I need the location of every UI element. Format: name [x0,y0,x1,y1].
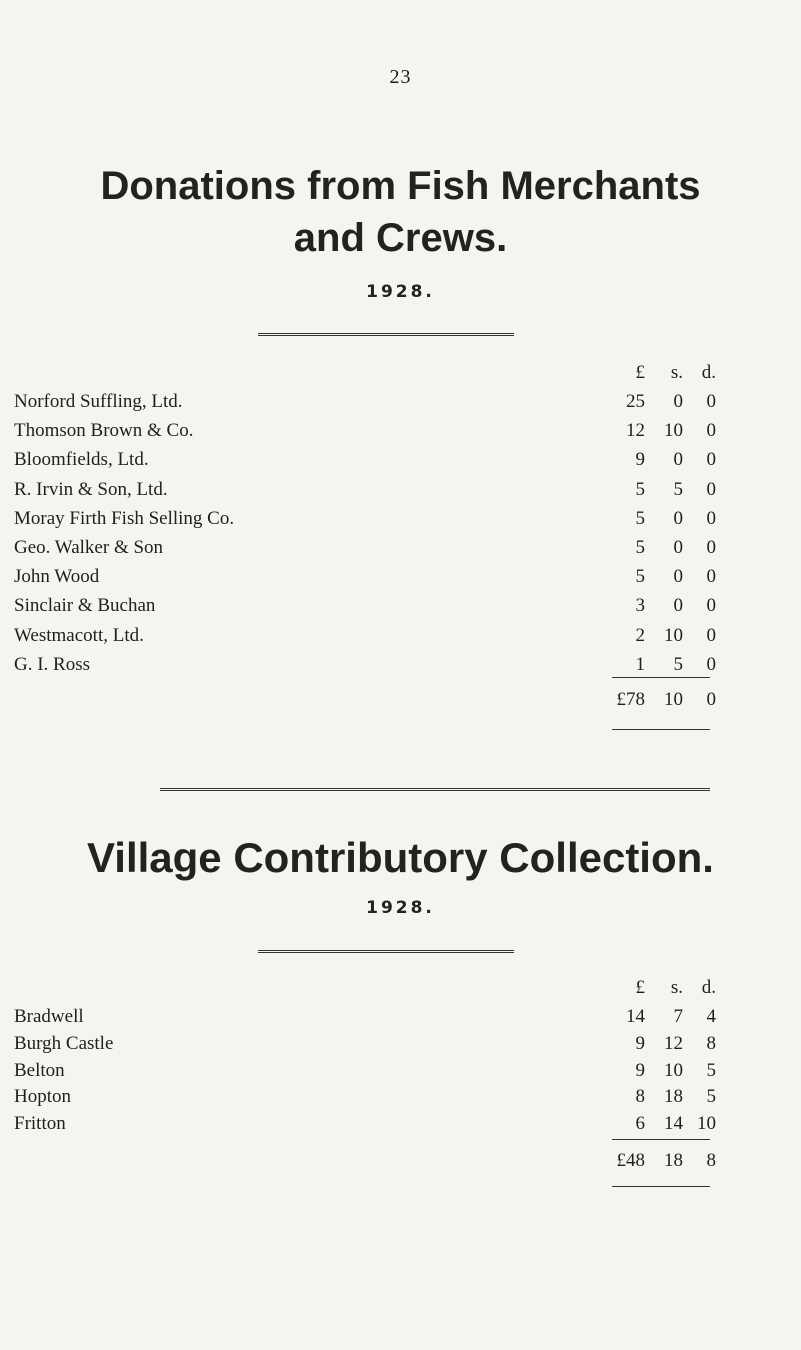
amount-pounds: 2 [635,624,645,646]
amount-shillings: 0 [673,537,683,558]
amount-pounds: 25 [626,391,645,412]
list-item [0,591,801,621]
amount-pence: 0 [706,449,716,471]
total-pounds: £48 [616,1150,645,1171]
donor-name: John Wood [14,566,100,588]
list-item [0,504,801,534]
amount-pounds: 1 [635,653,645,675]
amount-pounds: 9 [635,1059,645,1081]
amount-shillings: 5 [673,478,683,500]
amount-pence: 8 [706,1032,716,1054]
amount-shillings: 0 [673,391,683,412]
pence-header: d. [701,977,716,998]
subtotal-rule [612,677,710,678]
amount-pounds: 5 [635,566,645,588]
total-rule [612,729,710,730]
total-pence: 8 [706,1150,716,1171]
amount-pounds: 14 [626,1006,645,1027]
shillings-header: s. [670,977,683,998]
donor-name: Burgh Castle [14,1032,114,1054]
amount-pence: 5 [706,1059,716,1081]
donor-name: Belton [14,1059,65,1081]
section-divider [258,950,514,953]
amount-shillings: 10 [664,1059,683,1081]
pounds-header: £ [635,362,645,383]
pounds-header: £ [635,977,645,998]
list-item [0,1002,801,1032]
donor-name: Thomson Brown & Co. [14,420,194,442]
section-divider [258,333,514,336]
section-title-line2: and Crews. [293,216,508,260]
total-row [0,685,801,715]
amount-pounds: 5 [635,537,645,558]
amount-shillings: 10 [664,624,683,646]
donor-name: Westmacott, Ltd. [14,624,144,646]
list-item [0,1029,801,1059]
amount-pounds: 3 [635,595,645,617]
amount-shillings: 18 [664,1086,683,1108]
amount-pounds: 8 [635,1086,645,1108]
total-shillings: 10 [664,689,683,710]
list-item [0,1056,801,1086]
amount-pence: 0 [706,507,716,529]
donor-name: Fritton [14,1113,66,1135]
amount-shillings: 0 [673,566,683,588]
total-shillings: 18 [664,1150,683,1171]
shillings-header: s. [670,362,683,383]
amount-pounds: 9 [635,1032,645,1054]
amount-pence: 0 [706,653,716,675]
section-title-line1: Donations from Fish Merchants [100,164,701,208]
amount-pounds: 12 [626,420,645,442]
amount-shillings: 0 [673,507,683,529]
amount-shillings: 10 [664,420,683,442]
subtotal-rule [612,1139,710,1140]
section-year: 1928. [366,282,435,302]
amount-pence: 10 [697,1113,716,1135]
amount-pence: 0 [706,391,716,412]
donor-name: Bradwell [14,1006,84,1027]
donor-name: Moray Firth Fish Selling Co. [14,507,235,529]
donor-name: Norford Suffling, Ltd. [14,391,183,412]
list-item [0,1109,801,1139]
amount-pence: 0 [706,537,716,558]
donor-name: Hopton [14,1086,71,1108]
column-headers [0,358,801,388]
amount-shillings: 12 [664,1032,683,1054]
pence-header: d. [701,362,716,383]
donor-name: Geo. Walker & Son [14,537,164,558]
amount-pounds: 9 [635,449,645,471]
amount-shillings: 14 [664,1113,683,1135]
list-item [0,416,801,446]
list-item [0,445,801,475]
list-item [0,533,801,563]
amount-pence: 5 [706,1086,716,1108]
amount-pounds: 5 [635,507,645,529]
section-separator [160,788,710,791]
total-row [0,1146,801,1176]
total-pounds: £78 [616,689,645,710]
amount-shillings: 0 [673,595,683,617]
total-rule [612,1186,710,1187]
amount-shillings: 5 [673,653,683,675]
list-item [0,621,801,651]
amount-pence: 0 [706,595,716,617]
list-item [0,1082,801,1112]
donor-name: Sinclair & Buchan [14,595,156,617]
column-headers [0,973,801,1003]
amount-shillings: 7 [673,1006,683,1027]
donor-name: Bloomfields, Ltd. [14,449,149,471]
section-year: 1928. [366,898,435,918]
total-pence: 0 [706,689,716,710]
amount-shillings: 0 [673,449,683,471]
list-item [0,562,801,592]
donor-name: R. Irvin & Son, Ltd. [14,478,168,500]
page-number: 23 [389,66,412,88]
amount-pence: 0 [706,566,716,588]
amount-pounds: 6 [635,1113,645,1135]
amount-pence: 0 [706,624,716,646]
list-item [0,475,801,505]
amount-pence: 0 [706,478,716,500]
amount-pence: 4 [706,1006,716,1027]
amount-pence: 0 [706,420,716,442]
amount-pounds: 5 [635,478,645,500]
section-title: Village Contributory Collection. [87,834,714,881]
list-item [0,650,801,680]
donor-name: G. I. Ross [14,653,91,675]
list-item [0,387,801,417]
